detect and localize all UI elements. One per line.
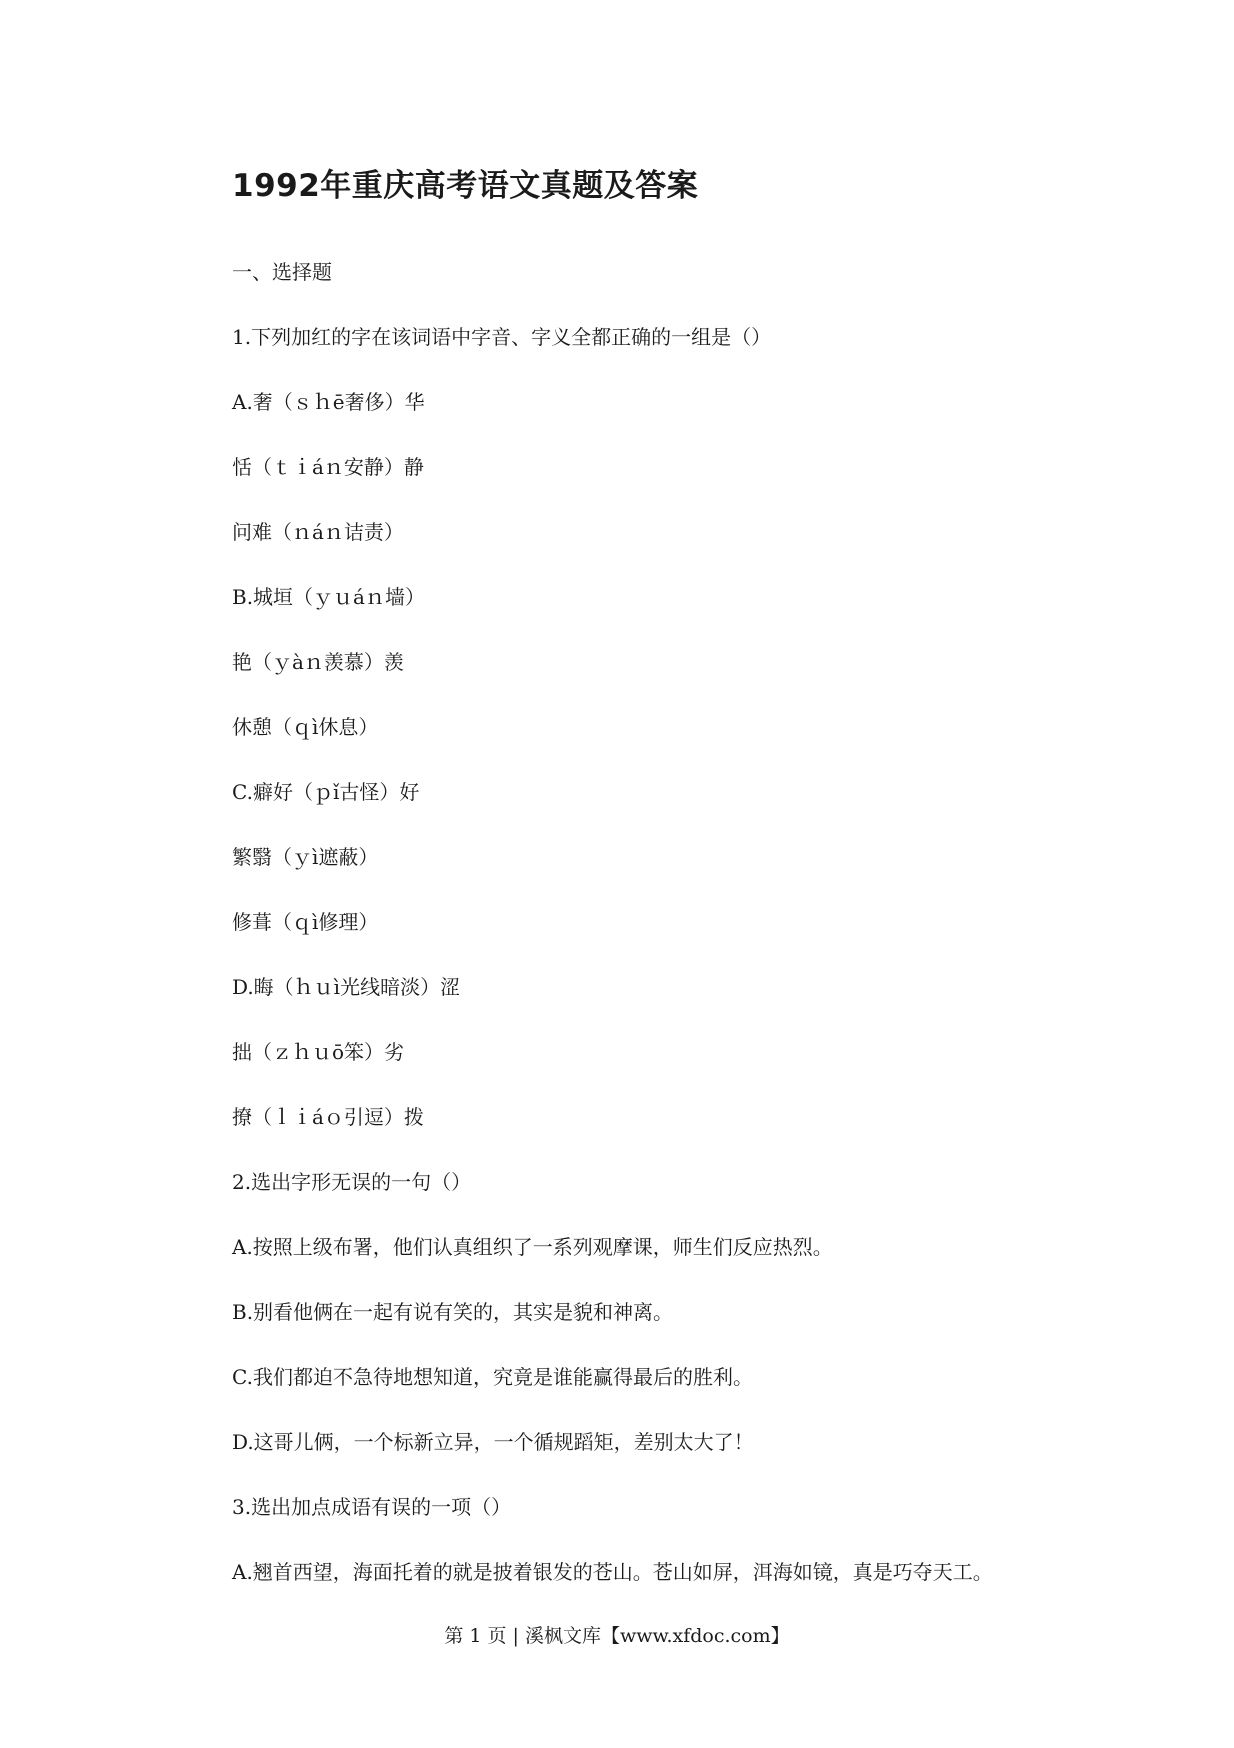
body-line: 休憩（ｑì休息） bbox=[232, 715, 379, 739]
body-line: B.别看他俩在一起有说有笑的，其实是貌和神离。 bbox=[232, 1300, 674, 1324]
body-line: 2.选出字形无误的一句（） bbox=[232, 1170, 472, 1194]
body-line: 繁翳（ｙì遮蔽） bbox=[232, 845, 379, 869]
document-title: 1992年重庆高考语文真题及答案 bbox=[232, 168, 699, 204]
body-line: C.我们都迫不急待地想知道，究竟是谁能赢得最后的胜利。 bbox=[232, 1365, 753, 1389]
body-line: A.按照上级布署，他们认真组织了一系列观摩课，师生们反应热烈。 bbox=[232, 1235, 833, 1259]
body-line: B.城垣（ｙｕáｎ墙） bbox=[232, 585, 425, 609]
body-line: C.癖好（ｐǐ古怪）好 bbox=[232, 780, 420, 804]
body-line: 1.下列加红的字在该词语中字音、字义全都正确的一组是（） bbox=[232, 325, 772, 349]
footer-separator: | bbox=[512, 1625, 519, 1647]
page-footer bbox=[0, 1622, 1234, 1650]
body-line: 撩（ｌｉáｏ引逗）拨 bbox=[232, 1105, 424, 1129]
body-line: 修葺（ｑì修理） bbox=[232, 910, 379, 934]
footer-site-name: 溪枫文库【www.xfdoc.com】 bbox=[524, 1625, 790, 1647]
body-line: D.这哥儿俩，一个标新立异，一个循规蹈矩，差别太大了！ bbox=[232, 1430, 754, 1454]
body-line: A.奢（ｓｈē奢侈）华 bbox=[232, 390, 425, 414]
body-line: 恬（ｔｉáｎ安静）静 bbox=[232, 455, 424, 479]
body-line: 3.选出加点成语有误的一项（） bbox=[232, 1495, 512, 1519]
body-line: A.翘首西望，海面托着的就是披着银发的苍山。苍山如屏，洱海如镜，真是巧夺天工。 bbox=[232, 1560, 993, 1584]
body-line: D.晦（ｈｕì光线暗淡）涩 bbox=[232, 975, 461, 999]
document-body bbox=[232, 258, 1072, 1623]
body-line: 艳（ｙàｎ羡慕）羡 bbox=[232, 650, 404, 674]
body-line: 问难（ｎáｎ诘责） bbox=[232, 520, 404, 544]
page-number: 第 1 页 bbox=[444, 1625, 507, 1647]
body-line: 一、选择题 bbox=[232, 260, 332, 284]
body-line: 拙（ｚｈｕō笨）劣 bbox=[232, 1040, 405, 1064]
